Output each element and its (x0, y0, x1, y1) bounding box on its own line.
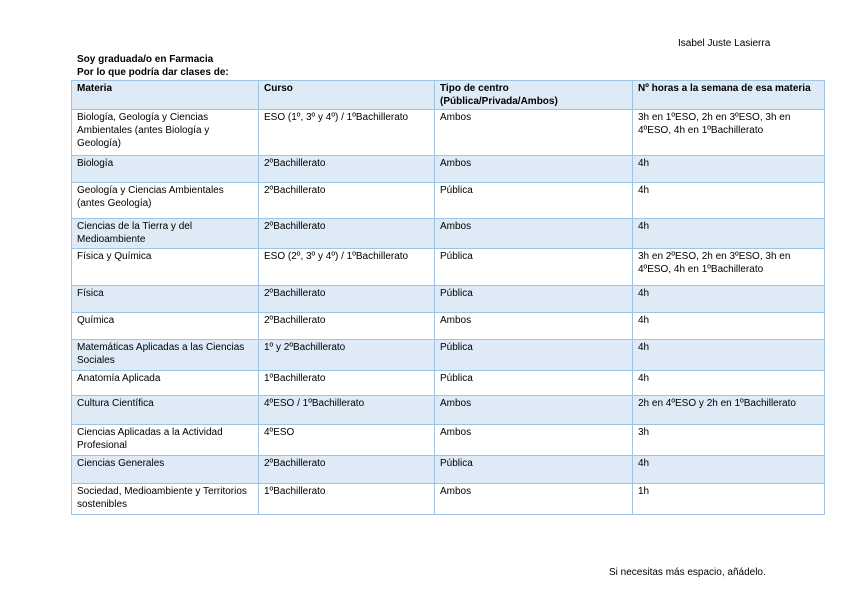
cell-materia: Ciencias de la Tierra y del Medioambiente (72, 219, 259, 249)
header-tipo-centro: Tipo de centro (Pública/Privada/Ambos) (435, 81, 633, 110)
cell-horas: 4h (633, 286, 825, 313)
header-horas: Nº horas a la semana de esa materia (633, 81, 825, 110)
cell-curso: 2ºBachillerato (259, 156, 435, 183)
cell-horas: 3h en 2ºESO, 2h en 3ºESO, 3h en 4ºESO, 4h en 1ºBachillerato (633, 249, 825, 286)
cell-tipo-centro: Pública (435, 286, 633, 313)
table-row (72, 219, 825, 249)
cell-tipo-centro: Pública (435, 456, 633, 484)
cell-materia: Geología y Ciencias Ambientales (antes Geología) (72, 183, 259, 219)
cell-curso: 2ºBachillerato (259, 456, 435, 484)
cell-horas: 4h (633, 371, 825, 396)
cell-tipo-centro: Ambos (435, 396, 633, 425)
table-row (72, 286, 825, 313)
footnote: Si necesitas más espacio, añádelo. (609, 567, 766, 578)
cell-curso: 2ºBachillerato (259, 219, 435, 249)
intro-line-degree: Soy graduada/o en Farmacia (77, 54, 214, 65)
cell-materia: Física y Química (72, 249, 259, 286)
cell-tipo-centro: Ambos (435, 484, 633, 515)
cell-materia: Ciencias Generales (72, 456, 259, 484)
cell-curso: 1º y 2ºBachillerato (259, 340, 435, 371)
cell-tipo-centro: Ambos (435, 313, 633, 340)
cell-curso: 2ºBachillerato (259, 183, 435, 219)
cell-curso: 4ºESO / 1ºBachillerato (259, 396, 435, 425)
table-row (72, 249, 825, 286)
subjects-table (71, 80, 825, 515)
author-name: Isabel Juste Lasierra (678, 38, 771, 49)
cell-curso: ESO (1º, 3º y 4º) / 1ºBachillerato (259, 110, 435, 156)
cell-horas: 3h en 1ºESO, 2h en 3ºESO, 3h en 4ºESO, 4h en 1ºBachillerato (633, 110, 825, 156)
cell-curso: ESO (2º, 3º y 4º) / 1ºBachillerato (259, 249, 435, 286)
table-row (72, 425, 825, 456)
intro-line-subjects: Por lo que podría dar clases de: (77, 67, 229, 78)
cell-curso: 4ºESO (259, 425, 435, 456)
table-row (72, 340, 825, 371)
table-row (72, 313, 825, 340)
table-row (72, 396, 825, 425)
header-curso: Curso (259, 81, 435, 110)
cell-curso: 1ºBachillerato (259, 484, 435, 515)
cell-tipo-centro: Pública (435, 340, 633, 371)
table-row (72, 371, 825, 396)
cell-materia: Ciencias Aplicadas a la Actividad Profesional (72, 425, 259, 456)
cell-materia: Química (72, 313, 259, 340)
cell-tipo-centro: Pública (435, 183, 633, 219)
table-row (72, 183, 825, 219)
cell-tipo-centro: Ambos (435, 110, 633, 156)
cell-materia: Sociedad, Medioambiente y Territorios sostenibles (72, 484, 259, 515)
cell-horas: 4h (633, 340, 825, 371)
table-row (72, 484, 825, 515)
header-materia: Materia (72, 81, 259, 110)
cell-curso: 1ºBachillerato (259, 371, 435, 396)
cell-tipo-centro: Ambos (435, 425, 633, 456)
cell-tipo-centro: Ambos (435, 156, 633, 183)
intro-block (77, 53, 229, 79)
cell-horas: 2h en 4ºESO y 2h en 1ºBachillerato (633, 396, 825, 425)
cell-horas: 1h (633, 484, 825, 515)
table-row (72, 456, 825, 484)
cell-horas: 4h (633, 219, 825, 249)
cell-materia: Física (72, 286, 259, 313)
cell-tipo-centro: Pública (435, 371, 633, 396)
cell-horas: 4h (633, 183, 825, 219)
cell-materia: Biología, Geología y Ciencias Ambientales (antes Biología y Geología) (72, 110, 259, 156)
cell-materia: Biología (72, 156, 259, 183)
table-row (72, 156, 825, 183)
cell-curso: 2ºBachillerato (259, 286, 435, 313)
cell-curso: 2ºBachillerato (259, 313, 435, 340)
cell-tipo-centro: Pública (435, 249, 633, 286)
cell-horas: 4h (633, 156, 825, 183)
table-header-row (72, 81, 825, 110)
cell-materia: Cultura Científica (72, 396, 259, 425)
cell-horas: 3h (633, 425, 825, 456)
cell-materia: Anatomía Aplicada (72, 371, 259, 396)
cell-materia: Matemáticas Aplicadas a las Ciencias Sociales (72, 340, 259, 371)
table-row (72, 110, 825, 156)
cell-horas: 4h (633, 456, 825, 484)
cell-tipo-centro: Ambos (435, 219, 633, 249)
cell-horas: 4h (633, 313, 825, 340)
